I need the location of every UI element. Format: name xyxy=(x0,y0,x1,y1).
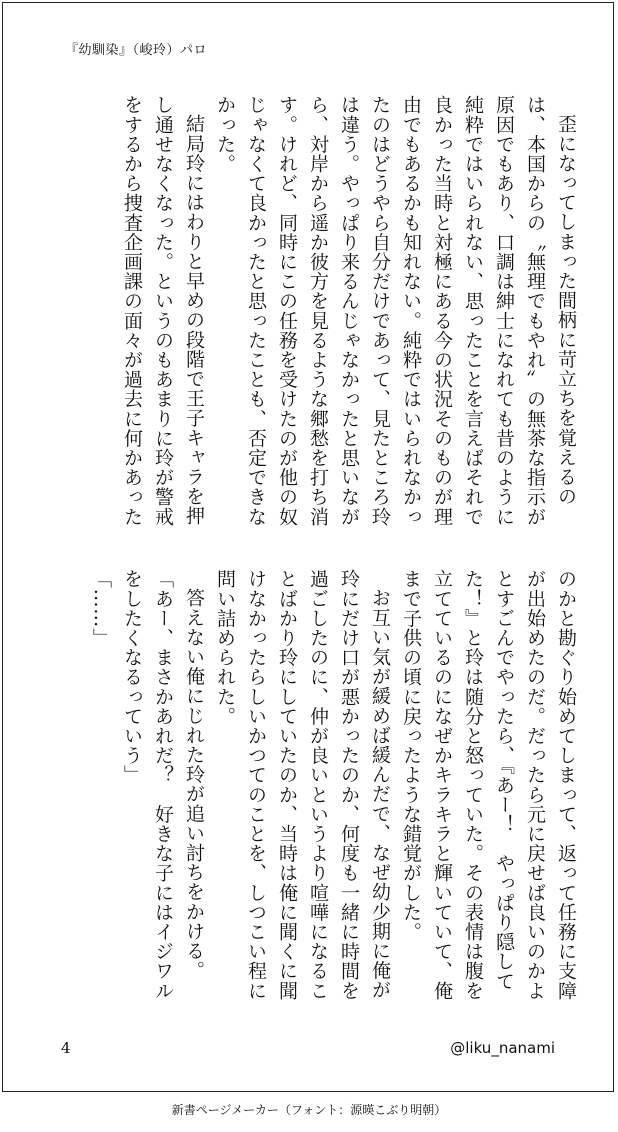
page-number: 4 xyxy=(61,1039,71,1057)
paragraph: のかと勘ぐり始めてしまって、返って任務に支障が出始めたのだ。だったら元に戻せば良いのかよとすごんでやったら、『あー！ やっぱり隠してた！』と玲は随分と怒っていた。その表情は腹を立てているのになぜかキラキラと輝いていて、俺まで子供の頃に戻ったような錯覚がした。 xyxy=(400,569,577,1001)
footer-credit: 新書ページメーカー（フォント：源暎こぶり明朝） xyxy=(171,1103,447,1117)
paragraph: お互い気が緩めば緩んだで、なぜ幼少期に俺が玲にだけ口が悪かったのか、何度も一緒に時間を過ごしたのに、仲が良いというより喧嘩になることばかり玲にしていたのか、当時は俺に聞くに聞けなかったらしいかつてのことを、しつこい程に問い詰められた。 xyxy=(214,569,391,1001)
paragraph: 結局玲にはわりと早めの段階で王子キャラを押し通せなくなった。というのもあまりに玲が警戒をするから捜査企画課の面々が過去に何かあった xyxy=(121,95,205,527)
page-frame xyxy=(2,2,614,1092)
paragraph: 答えない俺にじれた玲が追い討ちをかける。 xyxy=(183,588,205,980)
text-block-top xyxy=(51,95,581,535)
author-handle: @liku_nanami xyxy=(450,1039,555,1057)
dialogue-line: 「あー、まさかあれだ？ 好きな子にはイジワルをしたくなるっていう」 xyxy=(121,569,174,1001)
text-block-bottom xyxy=(51,569,581,1009)
page-title: 『幼馴染』（峻玲）パロ xyxy=(65,43,208,58)
dialogue-line: 「……」 xyxy=(90,569,112,648)
paragraph: 歪になってしまった間柄に苛立ちを覚えるのは、本国からの〝無理でもやれ〟の無茶な指示が原因でもあり、口調は紳士になれても昔のように純粋ではいられない、思ったことを言えばそれで良かった当時と対極にある今の状況そのものが理由でもあるかも知れない。純粋ではいられなかったのはどうやら自分だけであって、見たところ玲は違う。やっぱり来るんじゃなかったと思いながら、対岸から遥か彼方を見るような郷愁を打ち消す。けれど、同時にこの任務を受けたのが他の奴じゃなくて良かったと思ったことも、否定できなかった。 xyxy=(214,95,577,527)
